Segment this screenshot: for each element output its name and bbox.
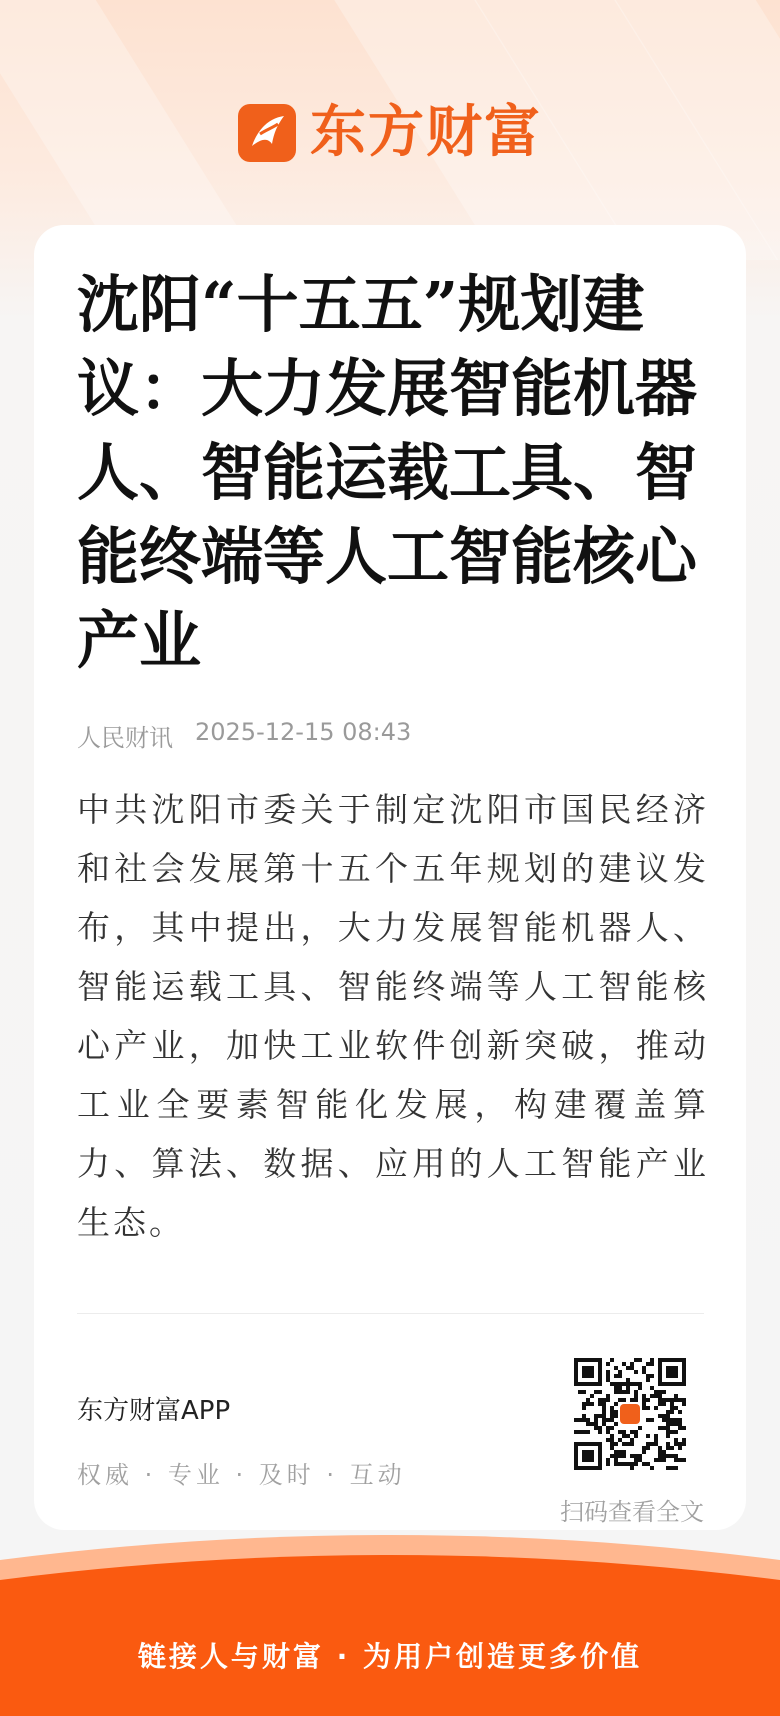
brand-header <box>0 100 780 165</box>
article-title: 沈阳“十五五”规划建议：大力发展智能机器人、智能运载工具、智能终端等人工智能核心产业 <box>77 268 698 677</box>
brand-name: 东方财富 <box>310 100 542 165</box>
article-card <box>34 225 746 1530</box>
article-source: 人民财讯 <box>77 724 173 752</box>
app-slogan: 权威 · 专业 · 及时 · 互动 <box>77 1461 406 1489</box>
eastmoney-logo-icon <box>238 104 296 162</box>
qr-code-icon[interactable] <box>574 1358 686 1470</box>
footer-banner <box>0 1520 780 1716</box>
article-body: 中共沈阳市委关于制定沈阳市国民经济和社会发展第十五个五年规划的建议发布，其中提出，大力发展智能机器人、智能运载工具、智能终端等人工智能核心产业，加快工业软件创新突破，推动工业全要素智能化发展，构建覆盖算力、算法、数据、应用的人工智能产业生态。 <box>77 790 709 1242</box>
article-meta <box>77 718 411 753</box>
qr-caption: 扫码查看全文 <box>560 1498 704 1526</box>
footer-tagline: 链接人与财富 · 为用户创造更多价值 <box>137 1640 643 1673</box>
article-datetime: 2025-12-15 08:43 <box>195 718 412 746</box>
divider <box>77 1313 704 1314</box>
app-name: 东方财富APP <box>77 1396 231 1426</box>
